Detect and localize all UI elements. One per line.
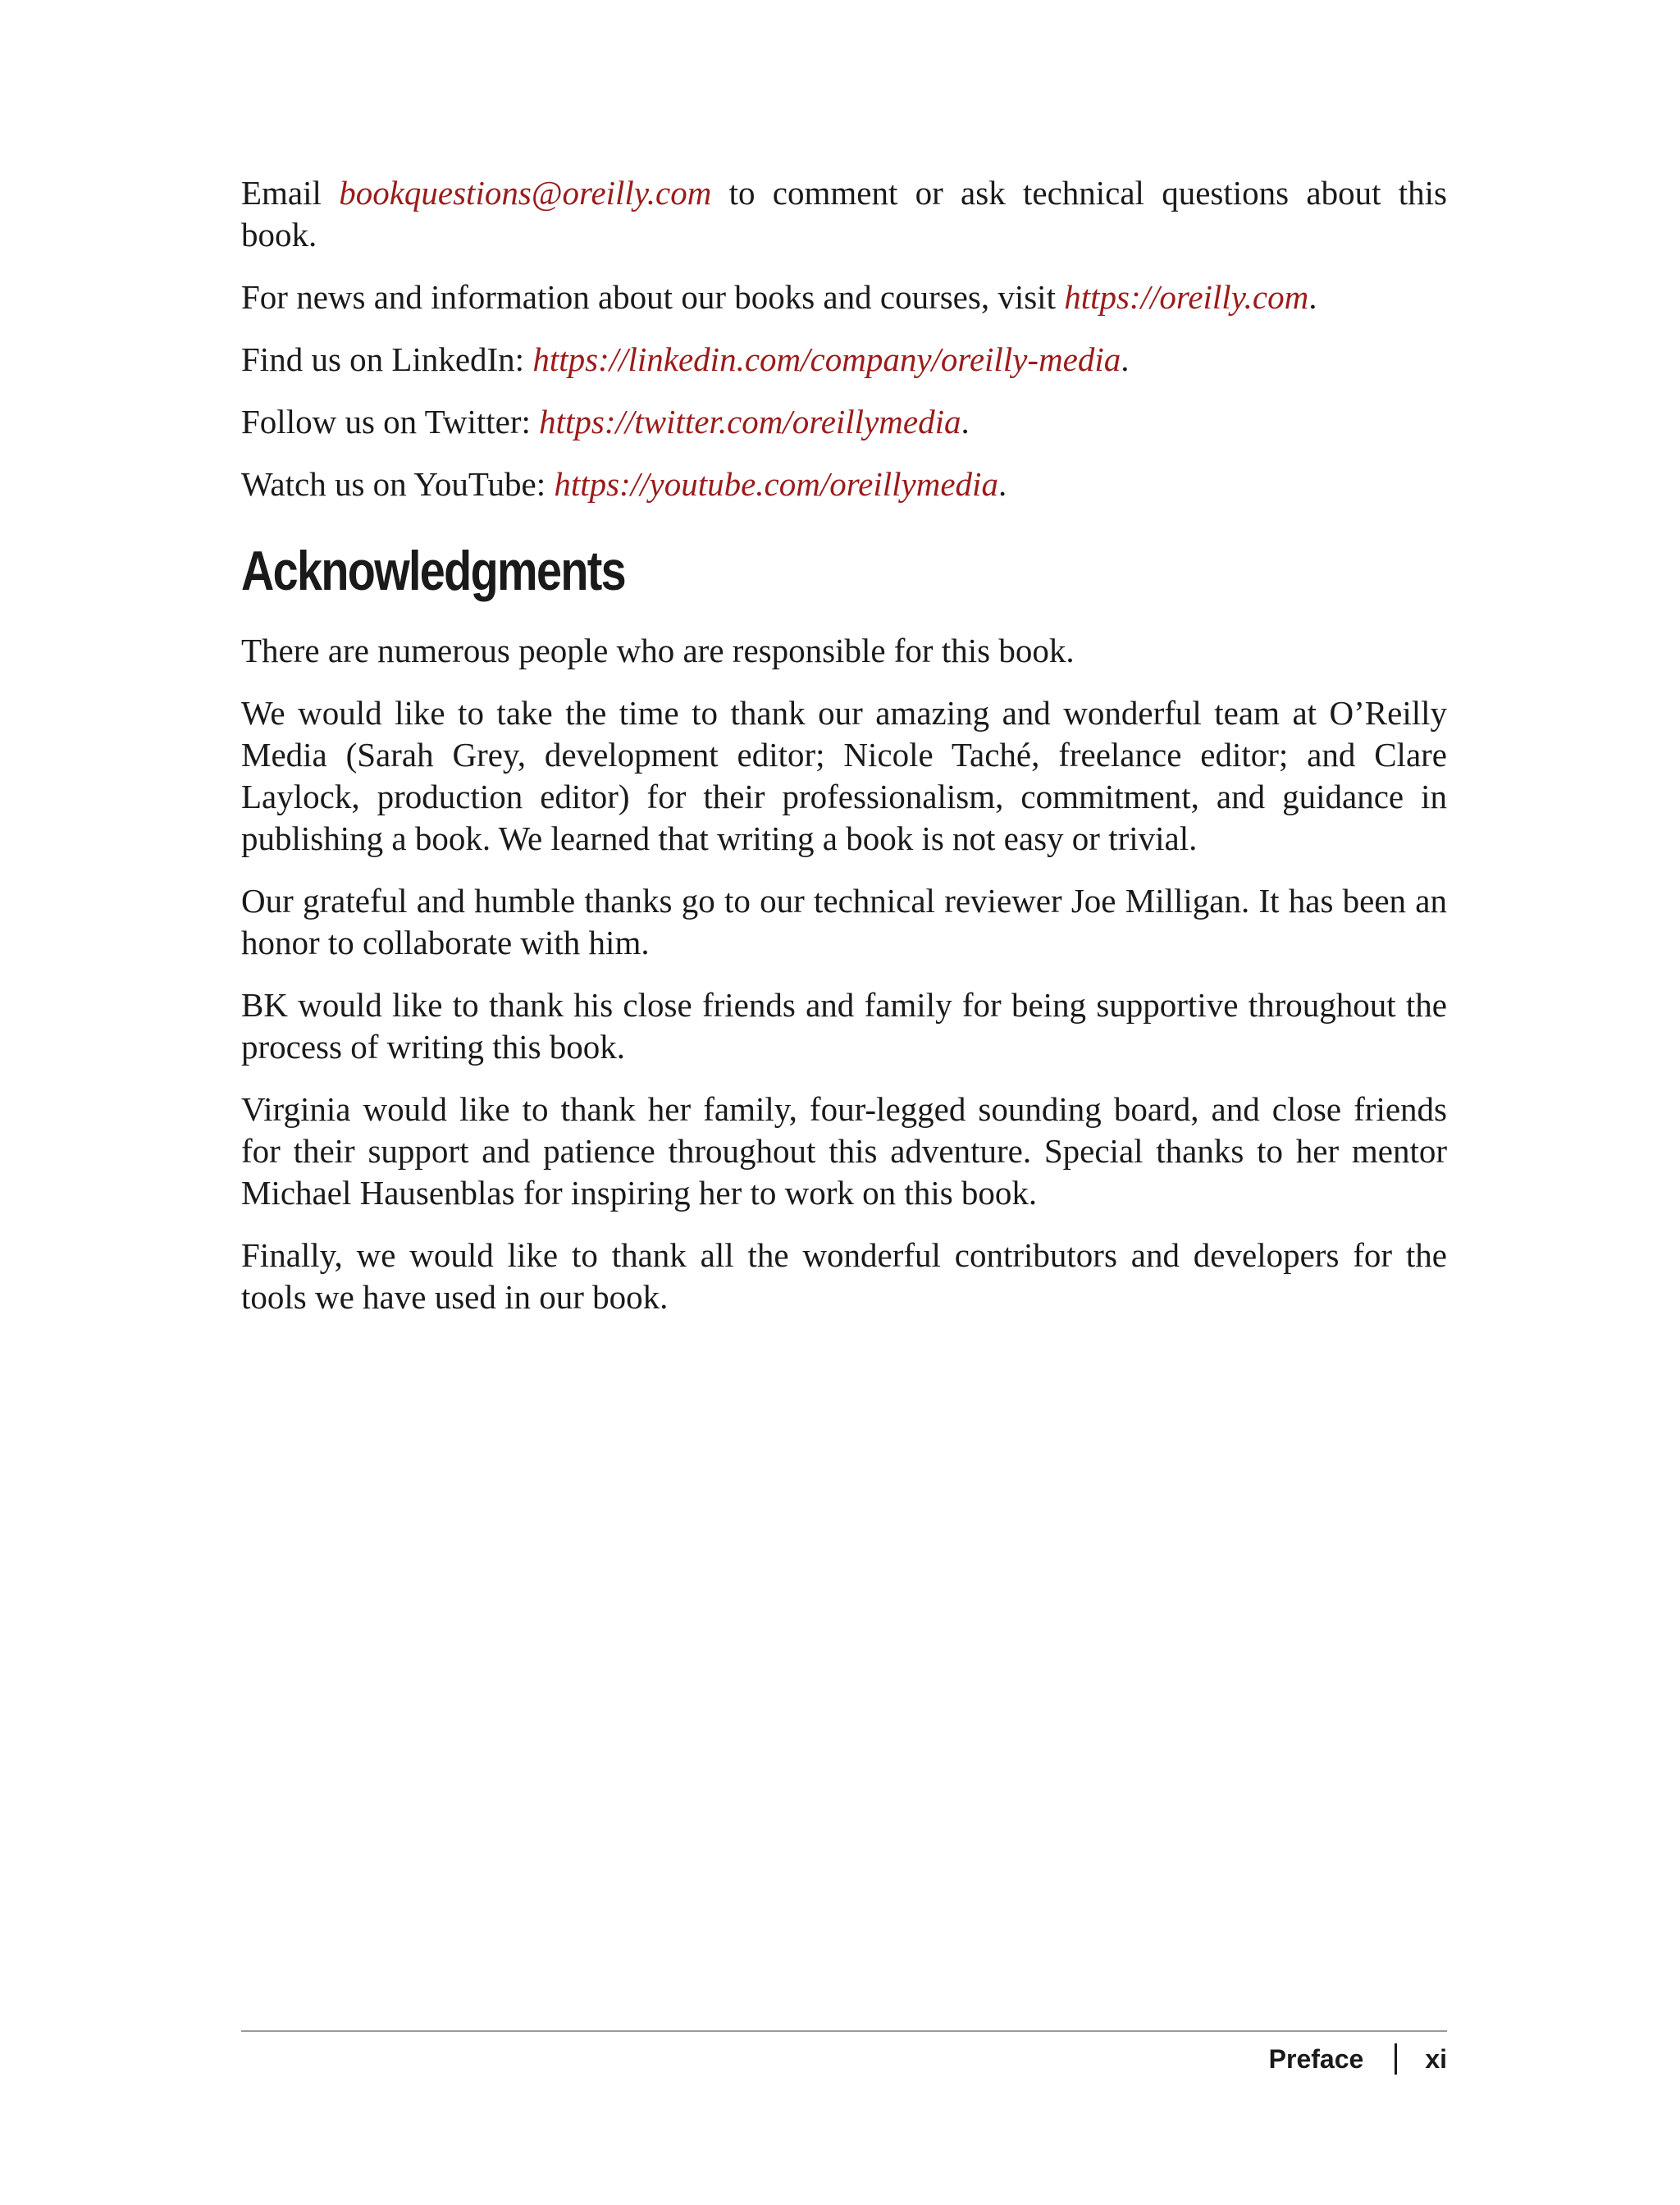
email-paragraph [241,172,1447,256]
acknowledgments-heading: Acknowledgments [241,540,626,602]
acknowledgment-paragraph: BK would like to thank his close friends and family for being supportive throughout the process of writing this book. [241,986,1447,1066]
youtube-link[interactable]: https://youtube.com/oreillymedia [554,465,998,503]
twitter-suffix: . [961,403,970,441]
acknowledgment-paragraph: There are numerous people who are responsible for this book. [241,632,1075,669]
page-number: xi [1425,2044,1447,2074]
youtube-suffix: . [998,465,1007,503]
linkedin-paragraph [241,339,1447,381]
acknowledgment-paragraph: We would like to take the time to thank our amazing and wonderful team at O’Reilly Media (Sarah Grey, development editor; Nicole Taché, freelance editor; and Clare Laylock, production editor) for their professionalism, commitment, and guidance in publishing a book. We learned that writing a book is not easy or trivial. [241,694,1447,857]
news-prefix: For news and information about our books and courses, visit [241,278,1065,316]
footer-divider [241,2030,1447,2032]
youtube-prefix: Watch us on YouTube: [241,465,555,503]
news-paragraph [241,276,1447,318]
acknowledgment-paragraph: Finally, we would like to thank all the wonderful contributors and developers for the tools we have used in our book. [241,1236,1447,1316]
twitter-paragraph [241,401,1447,443]
acknowledgment-paragraph: Our grateful and humble thanks go to our technical reviewer Joe Milligan. It has been an honor to collaborate with him. [241,882,1447,961]
youtube-paragraph [241,463,1447,505]
email-link[interactable]: bookquestions@oreilly.com [339,174,712,212]
footer-section-title: Preface [1268,2044,1364,2074]
footer-separator [1395,2043,1397,2075]
email-prefix: Email [241,174,340,212]
linkedin-suffix: . [1121,340,1130,378]
linkedin-prefix: Find us on LinkedIn: [241,340,533,378]
oreilly-link[interactable]: https://oreilly.com [1064,278,1309,316]
acknowledgment-paragraph: Virginia would like to thank her family, four-legged sounding board, and close friends for their support and patience throughout this adventure. Special thanks to her mentor Michael Hausenblas for inspiring her to work on this book. [241,1090,1447,1212]
page-content [241,172,1447,1339]
page-footer [1269,2041,1447,2077]
news-suffix: . [1308,278,1317,316]
email-suffix: to comment or ask technical questions about this book. [241,174,1447,253]
twitter-link[interactable]: https://twitter.com/oreillymedia [539,403,961,441]
linkedin-link[interactable]: https://linkedin.com/company/oreilly-media [532,340,1121,378]
twitter-prefix: Follow us on Twitter: [241,403,540,441]
